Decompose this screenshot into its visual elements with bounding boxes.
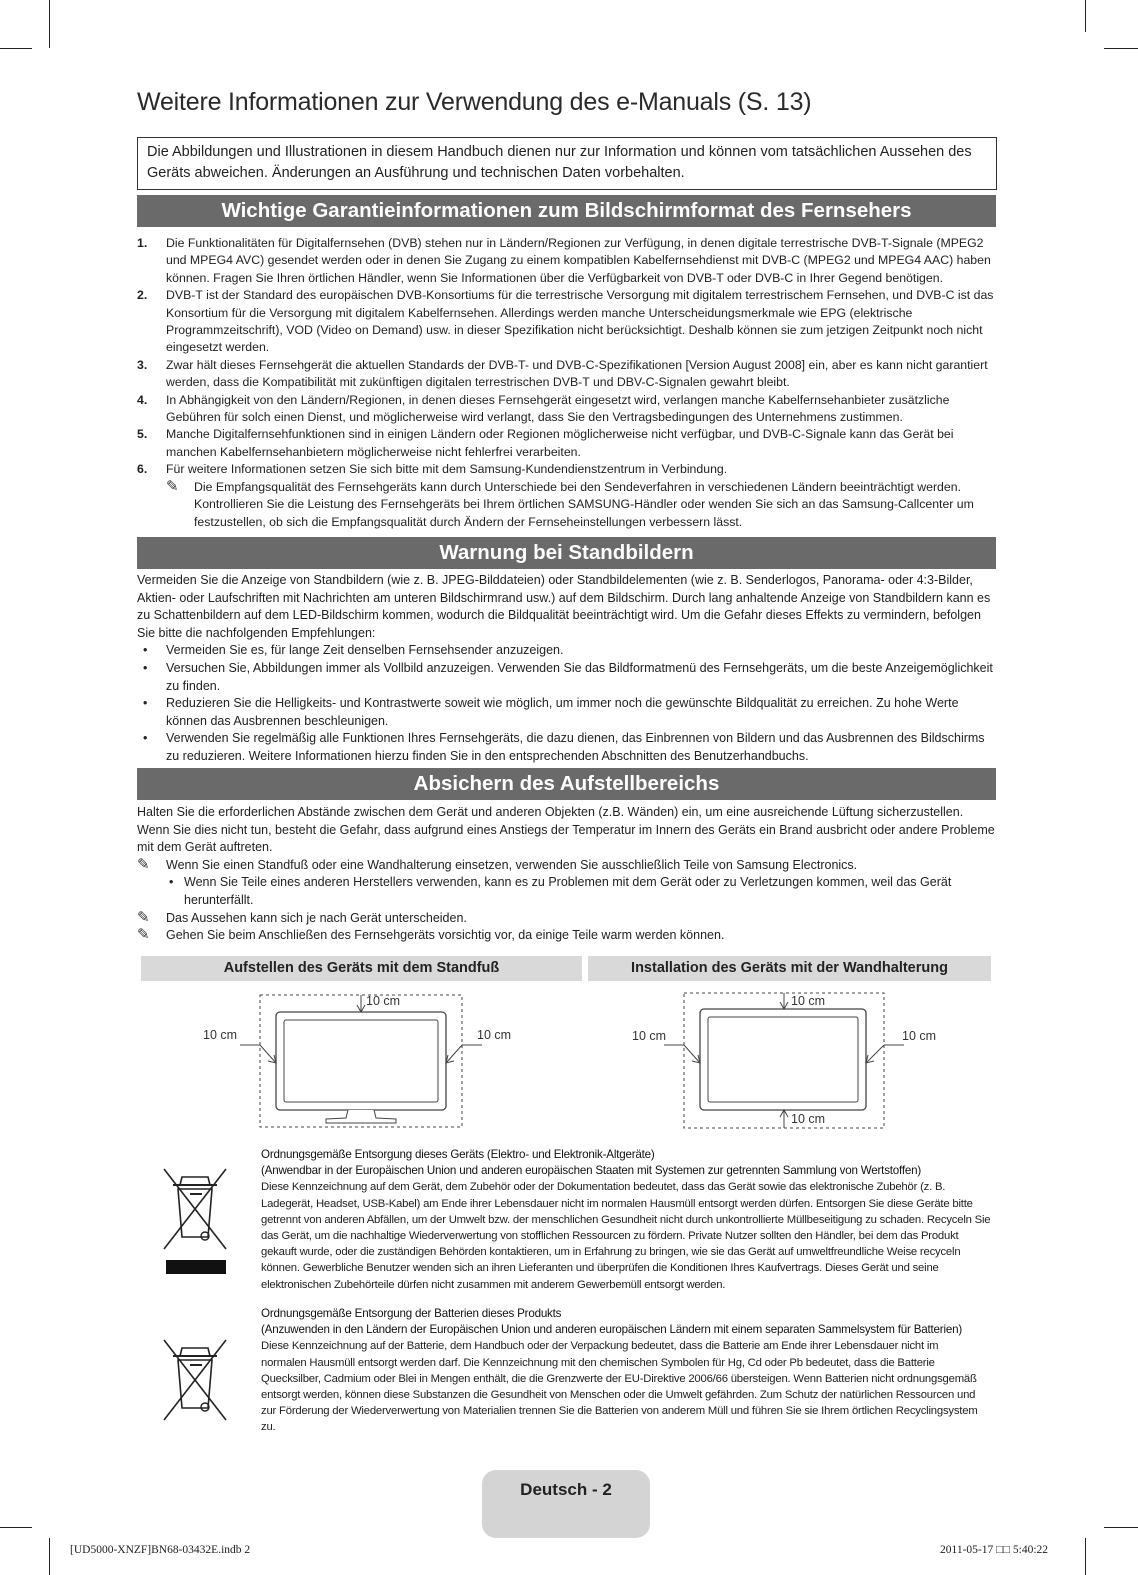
crop-mark [1104,1527,1138,1528]
list-item [137,461,997,478]
item-text: DVB-T ist der Standard des europäischen DVB-Konsortiums für die terrestrische Versorgung mit digitalem terrestrischem Fernsehen, und DVB-C ist das Konsortium für die Versorgung mit digitalem Kabelfernsehen. Allerdings werden manche Unterscheidungsmerkmale wie EPG (elektrische Programmzeitschrift), VOD (Video on Demand) usw. in dieser Spezifikation nicht berücksichtigt. Deshalb können sie zum jetzigen Zeitpunkt noch nicht eingesetzt werden. [166,288,994,355]
item-number: 6. [137,462,148,477]
print-date-info: 2011-05-17 □□ 5:40:22 [940,1544,1049,1556]
warranty-list [137,235,997,531]
wall-bottom-label: 10 cm [791,1112,826,1126]
install-note [137,910,999,928]
bullet-text: Verwenden Sie regelmäßig alle Funktionen Ihres Fernsehgeräts, die dazu dienen, das Einbrennen von Bildern und das Ausbrennen des Bildschirms zu reduzieren. Weitere Informationen hierzu finden Sie in den entsprechenden Abschnitten des Benutzerhandbuchs. [166,731,985,763]
stillimage-intro: Vermeiden Sie die Anzeige von Standbildern (wie z. B. JPEG-Bilddateien) oder Standbildelementen (wie z. B. Senderlogos, Panorama- oder 4:3-Bilder, Aktien- oder Laufschriften mit Nachrichten am unteren Bildschirmrand usw.) auf dem Bildschirm. Durch lang anhaltende Anzeige von Standbildern kann es zu Schattenbildern auf dem LED-Bildschirm kommen, wodurch die Bildqualität beeinträchtigt wird. Um die Gefahr dieses Effekts zu vermindern, befolgen Sie bitte die nachfolgenden Empfehlungen: [137,573,991,640]
tv-stand [326,1110,396,1123]
bullet-text: Reduzieren Sie die Helligkeits- und Kontrastwerte soweit wie möglich, um immer noch die gewünschte Bildqualität zu erreichen. Zu hohe Werte können das Ausbrennen beschleunigen. [166,696,959,728]
crop-mark [0,48,32,49]
bullet-text: Versuchen Sie, Abbildungen immer als Vollbild anzuzeigen. Verwenden Sie das Bildformatmenü des Fernsehgeräts, um die beste Anzeigemöglichkeit zu finden. [166,660,993,693]
weee-disposal [261,1147,997,1293]
bullet-icon: • [169,875,174,890]
page-number-tab: Deutsch - 2 [482,1470,650,1538]
gap-line-left-diag [684,1045,700,1063]
bullet-icon: • [143,731,148,746]
item-number: 4. [137,392,148,407]
pencil-icon: ✎ [137,926,150,944]
warranty-note [137,479,997,531]
stand-diagram [190,985,530,1130]
gap-line-left-diag [260,1045,276,1063]
list-item [137,235,997,287]
print-file-info: [UD5000-XNZF]BN68-03432E.indb 2 [70,1544,251,1556]
bullet-icon: • [143,696,148,711]
stand-right-label: 10 cm [477,1028,512,1042]
pencil-icon: ✎ [137,855,150,873]
item-text: Manche Digitalfernsehfunktionen sind in einigen Ländern oder Regionen möglicherweise nicht verfügbar, und DVB-C-Signale kann das Gerät bei manchen Kabelfernsehanbietern möglicherweise nicht fehlerfrei verarbeiten. [166,427,954,459]
item-text: In Abhängigkeit von den Ländern/Regionen, in denen dieses Fernsehgerät eingesetzt wird, verlangen manche Kabelfernsehanbieter zusätzliche Gebühren für solch einen Dienst, und möglicherweise wird verlangt, dass Sie den Vertragsbedingungen des Unternehmens zustimmen. [166,392,950,425]
note-text: Wenn Sie einen Standfuß oder eine Wandhalterung einsetzen, verwenden Sie ausschließlich Teile von Samsung Electronics. [166,857,858,872]
battery-bin-icon [158,1334,232,1424]
install-sub-bullet [137,874,999,909]
battery-disposal [261,1306,981,1436]
wall-left-label: 10 cm [632,1029,667,1043]
gap-line-right-diag [866,1045,884,1063]
figure-title-stand: Aufstellen des Geräts mit dem Standfuß [141,956,582,981]
pencil-icon: ✎ [137,908,150,926]
list-item [137,642,999,660]
install-note [137,927,999,945]
crop-mark [49,1538,50,1575]
stillimage-body [137,572,999,766]
crop-mark [1104,48,1138,49]
bullet-text: Vermeiden Sie es, für lange Zeit denselben Fernsehsender anzuzeigen. [166,643,564,658]
crop-mark [1085,0,1086,32]
item-text: Zwar hält dieses Fernsehgerät die aktuellen Standards der DVB-T- und DVB-C-Spezifikationen [Version August 2008] ein, aber es kann nicht garantiert werden, dass die Kompatibilität mit zukünftigen digitalen terrestrischen DVB-T und DBV-C-Signalen gewahrt bleibt. [166,357,988,390]
weee-text: Diese Kennzeichnung auf dem Gerät, dem Zubehör oder der Dokumentation bedeutet, dass das Gerät sowie das elektronische Zubehör (z. B. Ladegerät, Headset, USB-Kabel) am Ende ihrer Lebensdauer nicht im normalen Hausmüll entsorgt werden dürfen. Entsorgen Sie diese Geräte bitte getrennt von anderen Abfällen, um der Umwelt bzw. der menschlichen Gesundheit nicht durch unkontrollierte Müllbeseitigung zu schaden. Recyceln Sie das Gerät, um die nachhaltige Wiederverwertung von stofflichen Ressourcen zu fördern. Private Nutzer sollten den Händler, bei dem das Produkt gekauft wurde, oder die zuständigen Behörden kontaktieren, um in Erfahrung zu bringen, wie sie das Gerät auf umweltfreundliche Weise recyceln können. Gewerbliche Benutzer wenden sich an ihren Lieferanten und überprüfen die Konditionen Ihres Kaufvertrags. Dieses Gerät und seine elektronischen Zubehörteile dürfen nicht zusammen mit anderem Gewerbemüll entsorgt werden. [261,1181,991,1291]
item-text: Die Funktionalitäten für Digitalfernsehen (DVB) stehen nur in Ländern/Regionen zur Verfügung, in denen digitale terrestrische DVB-T-Signale (MPEG2 und MPEG4 AVC) gesendet werden oder in denen Sie Zugang zu einem kompatiblen Kabelfernsehdienst mit DVB-C (MPEG2 und MPEG4 AAC) haben können. Fragen Sie Ihren örtlichen Händler, wenn Sie Informationen über die Verfügbarkeit von DVB-T oder DVB-C in Ihrer Gegend benötigen. [166,236,991,285]
list-item [137,426,997,461]
weee-title: Ordnungsgemäße Entsorgung dieses Geräts (Elektro- und Elektronik-Altgeräte) [261,1148,655,1161]
battery-text: Diese Kennzeichnung auf der Batterie, dem Handbuch oder der Verpackung bedeutet, dass die Batterie am Ende ihrer Lebensdauer nicht im normalen Hausmüll entsorgt werden darf. Die Kennzeichnung mit den chemischen Symbolen für Hg, Cd oder Pb bedeutet, dass die Batterie Quecksilber, Cadmium oder Blei in Mengen enthält, die die Grenzwerte der EU-Direktive 2006/66 übersteigen. Wenn Batterien nicht ordnungsgemäß entsorgt werden, können diese Substanzen die Gesundheit von Menschen oder die Umwelt gefährden. Zum Schutz der natürlichen Ressourcen und zur Förderung der Wiederverwertung von Materialien trennen Sie die Batterien von anderem Müll und führen Sie sie Ihrem örtlichen Recyclingsystem zu. [261,1340,978,1434]
weee-subtitle: (Anwendbar in der Europäischen Union und anderen europäischen Staaten mit Systemen zur getrennten Sammlung von Wertstoffen) [261,1164,922,1178]
crop-mark [0,1527,32,1528]
notice-box: Die Abbildungen und Illustrationen in diesem Handbuch dienen nur zur Information und können vom tatsächlichen Aussehen des Geräts abweichen. Änderungen an Ausführung und technischen Daten vorbehalten. [137,137,997,190]
list-item [137,695,999,730]
install-intro: Halten Sie die erforderlichen Abstände zwischen dem Gerät und anderen Objekten (z.B. Wänden) ein, um eine ausreichende Lüftung sicherzustellen. Wenn Sie dies nicht tun, besteht die Gefahr, dass aufgrund eines Anstiegs der Temperatur im Innern des Geräts ein Brand ausbricht oder andere Probleme mit dem Gerät auftreten. [137,805,995,855]
section-heading-standbild: Warnung bei Standbildern [137,537,996,569]
item-number: 5. [137,427,148,442]
section-heading-warranty: Wichtige Garantieinformationen zum Bildschirmformat des Fernsehers [137,195,996,227]
bullet-icon: • [143,643,148,658]
battery-title: Ordnungsgemäße Entsorgung der Batterien dieses Produkts [261,1307,562,1320]
figure-title-wall: Installation des Geräts mit der Wandhalterung [588,956,991,981]
section-heading-install: Absichern des Aufstellbereichs [137,768,996,800]
wall-top-label: 10 cm [791,994,826,1008]
battery-subtitle: (Anzuwenden in den Ländern der Europäischen Union und anderen europäischen Ländern mit einem separaten Sammelsystem für Batterien) [261,1323,962,1337]
list-item [137,392,997,427]
item-number: 3. [137,357,148,372]
install-note [137,857,999,875]
item-text: Für weitere Informationen setzen Sie sich bitte mit dem Samsung-Kundendienstzentrum in Verbindung. [166,462,728,477]
crop-mark [1085,1538,1086,1575]
figure-stand [190,985,530,1130]
note-text: Gehen Sie beim Anschließen des Fernsehgeräts vorsichtig vor, da einige Teile warm werden können. [166,928,725,943]
gap-line-right-diag [446,1045,462,1063]
note-text: Das Aussehen kann sich je nach Gerät unterscheiden. [166,910,467,925]
wall-diagram [620,985,960,1130]
weee-bin-icon [158,1163,232,1278]
item-number: 1. [137,236,148,250]
list-item [137,287,997,357]
install-body [137,804,999,945]
wall-right-label: 10 cm [902,1029,937,1043]
list-item [137,357,997,392]
bullet-text: Wenn Sie Teile eines anderen Herstellers verwenden, kann es zu Problemen mit dem Gerät oder zu Verletzungen kommen, weil das Gerät herunterfällt. [184,875,952,907]
item-number: 2. [137,288,148,303]
tv-outline [276,1012,446,1110]
crop-mark [49,0,50,48]
list-item [137,730,999,765]
tv-outline [700,1009,866,1110]
stand-left-label: 10 cm [203,1028,238,1042]
bullet-icon: • [143,660,148,675]
stand-top-label: 10 cm [366,994,401,1008]
pencil-icon: ✎ [166,477,179,495]
note-text: Die Empfangsqualität des Fernsehgeräts kann durch Unterschiede bei den Sendeverfahren in verschiedenen Ländern beeinträchtigt werden. Kontrollieren Sie die Leistung des Fernsehgeräts bei Ihrem örtlichen SAMSUNG-Händler oder wenden Sie sich an das Samsung-Callcenter um festzustellen, ob sich die Empfangsqualität durch Ändern der Fernseheinstellungen verbessern lässt. [194,479,974,529]
list-item [137,660,999,695]
figure-wall [620,985,960,1130]
page-title: Weitere Informationen zur Verwendung des e-Manuals (S. 13) [137,88,812,116]
